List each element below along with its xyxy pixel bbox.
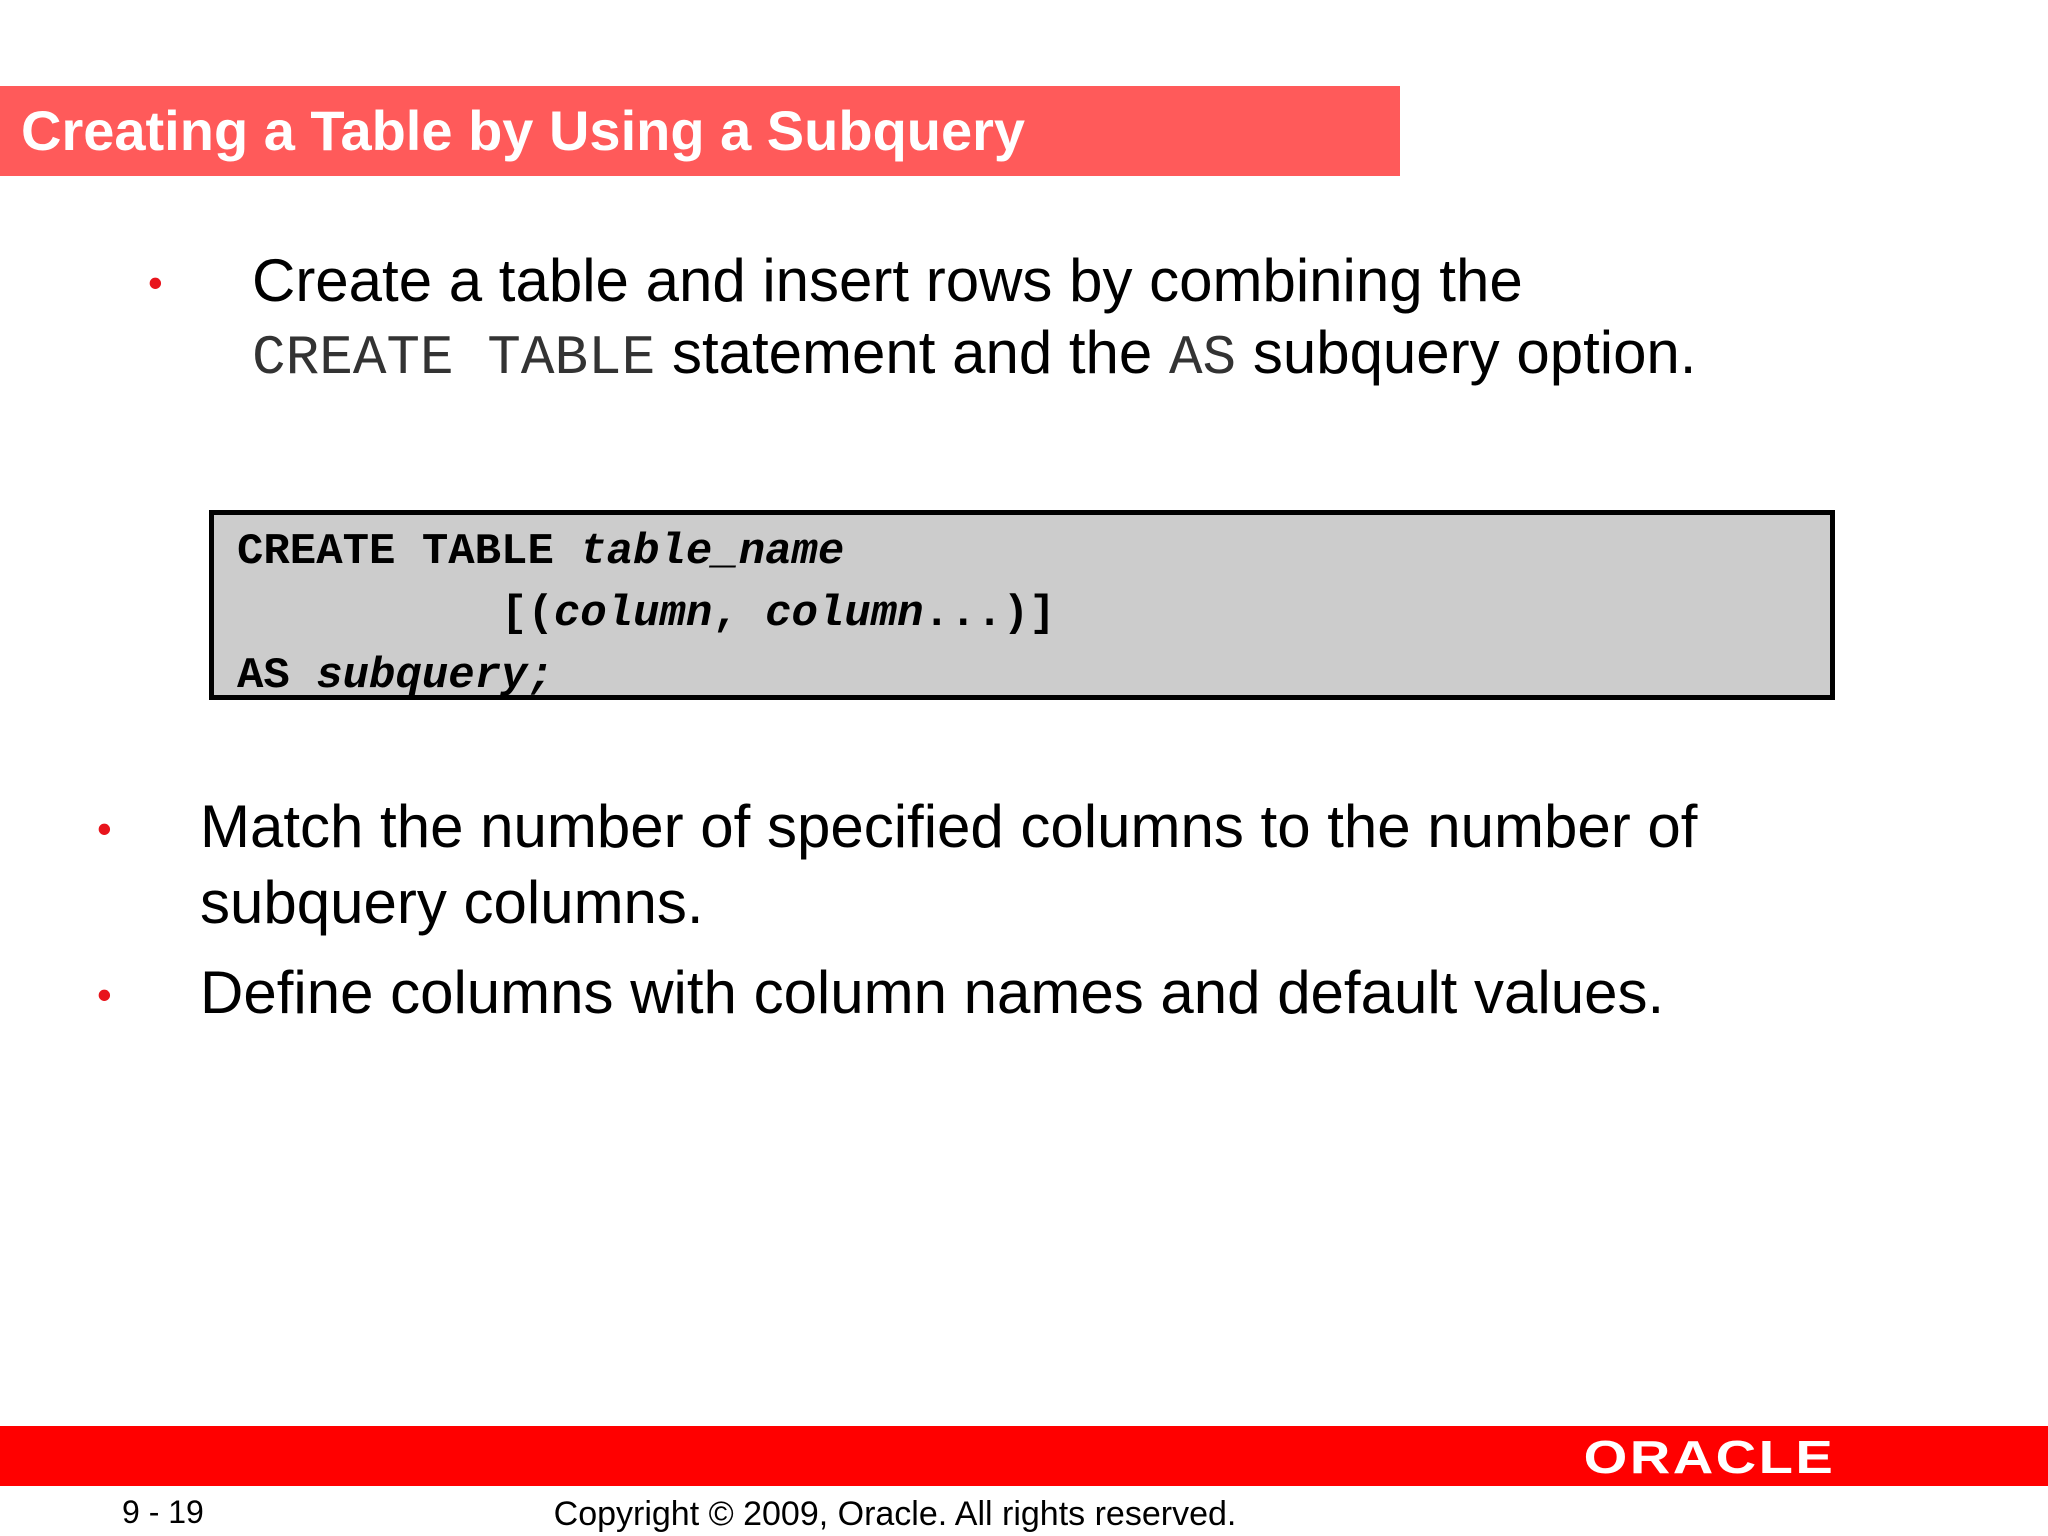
code-as: AS: [1168, 326, 1237, 390]
syntax-column-1: column: [553, 589, 713, 639]
bullet-2-line-1: Match the number of specified columns to the number of: [200, 793, 1698, 860]
syntax-line-1: [237, 527, 844, 577]
bullet-1-mid-text: statement and the: [671, 319, 1153, 386]
syntax-bracket-close: ...)]: [923, 589, 1056, 639]
page-number: 9 - 19: [122, 1494, 204, 1530]
bullet-icon: •: [97, 971, 112, 1018]
code-create-table: CREATE TABLE: [252, 326, 656, 390]
bullet-icon: •: [97, 805, 112, 852]
bullet-1-line-1: Create a table and insert rows by combining the: [252, 247, 1523, 314]
bullet-icon: •: [148, 259, 163, 306]
footer-bar: [0, 1426, 2048, 1486]
syntax-bracket-open: [(: [501, 589, 554, 639]
bullet-2-line-2: subquery columns.: [200, 869, 704, 936]
syntax-line-3: [237, 651, 554, 701]
syntax-subquery: subquery;: [316, 651, 554, 701]
copyright-notice: Copyright © 2009, Oracle. All rights reserved.: [553, 1495, 1237, 1533]
slide-title: Creating a Table by Using a Subquery: [21, 99, 1026, 162]
bullet-1-line-2: [252, 317, 1696, 394]
syntax-line-2: [237, 589, 1056, 639]
title-bar: [0, 86, 1400, 176]
bullet-3-line-1: Define columns with column names and default values.: [200, 959, 1665, 1026]
syntax-keyword-create-table: CREATE TABLE: [237, 527, 554, 577]
syntax-keyword-as: AS: [237, 651, 290, 701]
bullet-1-end-text: subquery option.: [1252, 319, 1697, 386]
oracle-logo: ORACLE: [1583, 1431, 1835, 1483]
syntax-comma: ,: [712, 589, 739, 639]
syntax-column-2: column: [765, 589, 924, 639]
syntax-table-name: table_name: [580, 527, 845, 577]
syntax-box: [209, 510, 1835, 700]
